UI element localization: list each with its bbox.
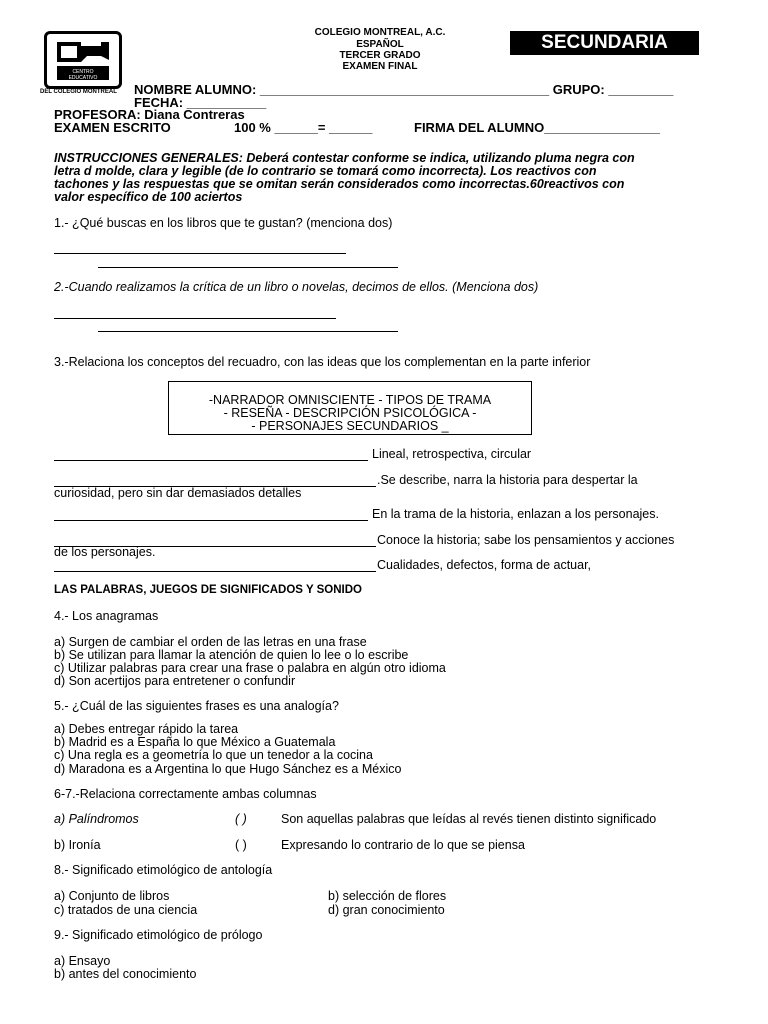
student-name-field[interactable]: NOMBRE ALUMNO: ________________________________________ GRUPO: _________	[134, 82, 674, 97]
option[interactable]: c) tratados de una ciencia	[54, 903, 198, 917]
question-8: 8.- Significado etimológico de antología	[54, 863, 273, 877]
match-item: Cualidades, defectos, forma de actuar,	[377, 558, 592, 572]
concept-box-line: - RESEÑA - DESCRIPCIÓN PSICOLÓGICA -	[223, 406, 477, 420]
question-5: 5.- ¿Cuál de las siguientes frases es una analogía?	[54, 699, 339, 713]
option[interactable]: a) Conjunto de libros	[54, 889, 170, 903]
answer-paren[interactable]: ( )	[235, 838, 247, 852]
written-exam-label: EXAMEN ESCRITO	[54, 120, 171, 135]
option[interactable]: b) Madrid es a España lo que México a Guatemala	[54, 735, 336, 749]
question-1: 1.- ¿Qué buscas en los libros que te gustan? (menciona dos)	[54, 216, 393, 230]
grade: TERCER GRADO	[339, 50, 421, 61]
column-left-item: a) Palíndromos	[54, 812, 139, 826]
instructions-line: letra d molde, clara y legible (de lo contrario se tomará como incorrecta). Los reactivos con	[54, 164, 597, 178]
logo-caption: DEL COLEGIO MONTREAL	[40, 89, 117, 95]
option[interactable]: b) selección de flores	[328, 889, 447, 903]
match-item: de los personajes.	[54, 545, 156, 559]
level-badge: SECUNDARIA	[510, 31, 699, 55]
section-title: LAS PALABRAS, JUEGOS DE SIGNIFICADOS Y SONIDO	[54, 584, 362, 596]
svg-text:CENTRO: CENTRO	[72, 69, 94, 75]
answer-line[interactable]	[98, 331, 398, 332]
answer-line[interactable]	[54, 520, 368, 521]
option[interactable]: c) Una regla es a geometría lo que un tenedor a la cocina	[54, 748, 373, 762]
option[interactable]: d) Son acertijos para entretener o confundir	[54, 674, 296, 688]
answer-line[interactable]	[54, 318, 336, 319]
question-4: 4.- Los anagramas	[54, 609, 159, 623]
answer-line[interactable]	[98, 267, 398, 268]
match-item: Conoce la historia; sabe los pensamientos y acciones	[377, 533, 675, 547]
option[interactable]: b) antes del conocimiento	[54, 967, 197, 981]
signature-field[interactable]: FIRMA DEL ALUMNO________________	[414, 120, 660, 135]
option[interactable]: b) Se utilizan para llamar la atención de quien lo lee o lo escribe	[54, 648, 409, 662]
column-right-item: Expresando lo contrario de lo que se piensa	[281, 838, 525, 852]
answer-line[interactable]	[54, 571, 376, 572]
match-item: .Se describe, narra la historia para despertar la	[377, 473, 638, 487]
answer-line[interactable]	[54, 253, 346, 254]
match-item: En la trama de la historia, enlazan a los personajes.	[372, 507, 659, 521]
instructions-line: valor específico de 100 aciertos	[54, 190, 243, 204]
answer-line[interactable]	[54, 460, 368, 461]
option[interactable]: d) Maradona es a Argentina lo que Hugo Sánchez es a México	[54, 762, 402, 776]
question-3: 3.-Relaciona los conceptos del recuadro, con las ideas que los complementan en la parte inferior	[54, 355, 591, 369]
match-item: curiosidad, pero sin dar demasiados detalles	[54, 486, 302, 500]
school-crest-icon	[44, 31, 122, 89]
option[interactable]: a) Debes entregar rápido la tarea	[54, 722, 239, 736]
svg-text:EDUCATIVO: EDUCATIVO	[68, 75, 98, 81]
column-left-item: b) Ironía	[54, 838, 101, 852]
option[interactable]: a) Ensayo	[54, 954, 111, 968]
instructions-line: INSTRUCCIONES GENERALES: Deberá contestar conforme se indica, utilizando pluma negra con	[54, 151, 635, 165]
question-6-7: 6-7.-Relaciona correctamente ambas columnas	[54, 787, 317, 801]
school-name: COLEGIO MONTREAL, A.C.	[314, 27, 446, 38]
option[interactable]: a) Surgen de cambiar el orden de las letras en una frase	[54, 635, 367, 649]
subject: ESPAÑOL	[356, 39, 404, 50]
column-right-item: Son aquellas palabras que leídas al revés tienen distinto significado	[281, 812, 657, 826]
teacher-name: PROFESORA: Diana Contreras	[54, 107, 245, 122]
question-2: 2.-Cuando realizamos la crítica de un libro o novelas, decimos de ellos. (Menciona dos)	[54, 280, 539, 294]
question-9: 9.- Significado etimológico de prólogo	[54, 928, 263, 942]
instructions-line: tachones y las respuestas que se omitan serán considerados como incorrectas.60reactivos con	[54, 177, 625, 191]
option[interactable]: d) gran conocimiento	[328, 903, 445, 917]
concept-box-line: - PERSONAJES SECUNDARIOS _	[251, 419, 449, 433]
exam-title: EXAMEN FINAL	[342, 61, 418, 72]
date-field[interactable]: FECHA: ___________	[134, 95, 267, 110]
answer-paren[interactable]: ( )	[235, 812, 247, 826]
concept-box-line: -NARRADOR OMNISCIENTE - TIPOS DE TRAMA	[208, 393, 492, 407]
match-item: Lineal, retrospectiva, circular	[372, 447, 532, 461]
score-field[interactable]: 100 % ______= ______	[234, 120, 373, 135]
option[interactable]: c) Utilizar palabras para crear una frase o palabra en algún otro idioma	[54, 661, 446, 675]
